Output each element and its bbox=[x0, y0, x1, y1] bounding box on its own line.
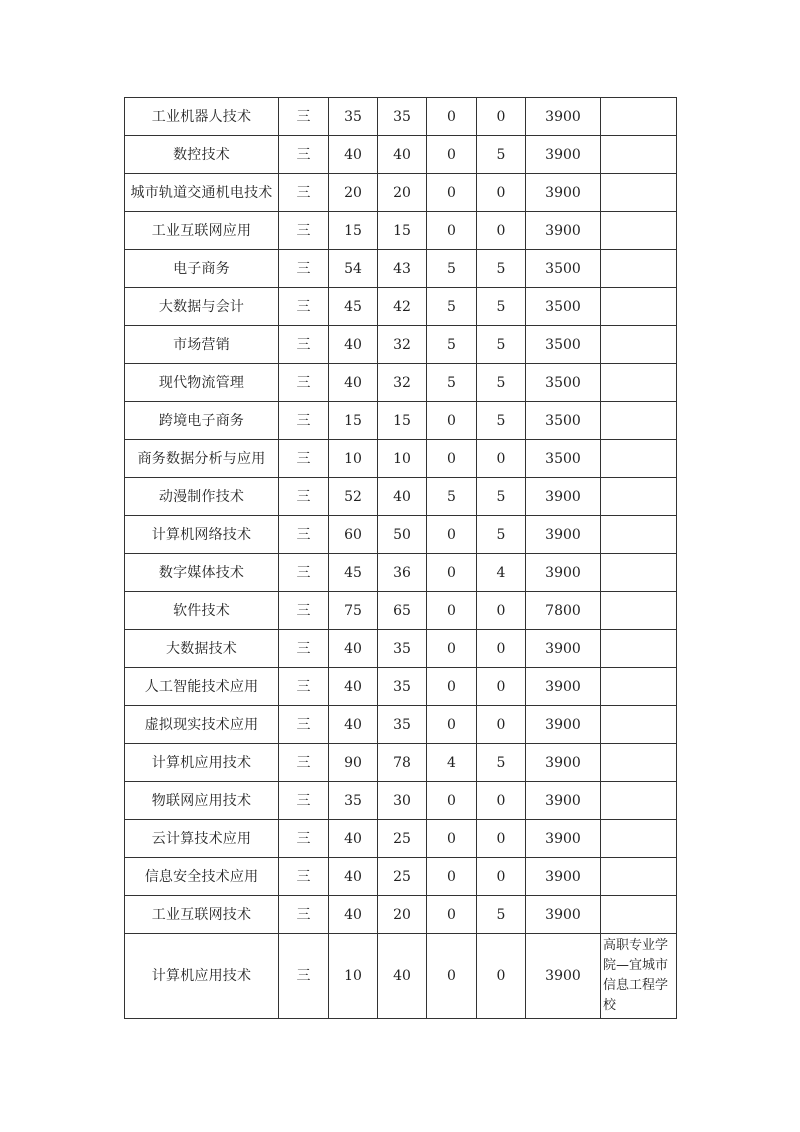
major-name-cell: 人工智能技术应用 bbox=[125, 668, 279, 706]
count-cell-2: 25 bbox=[378, 820, 427, 858]
count-cell-4: 0 bbox=[477, 98, 526, 136]
remark-cell bbox=[601, 364, 677, 402]
remark-cell bbox=[601, 630, 677, 668]
count-cell-2: 20 bbox=[378, 896, 427, 934]
duration-cell: 三 bbox=[279, 402, 329, 440]
count-cell-2: 65 bbox=[378, 592, 427, 630]
table-row bbox=[125, 782, 677, 820]
count-cell-3: 5 bbox=[427, 326, 477, 364]
count-cell-1: 40 bbox=[329, 136, 378, 174]
count-cell-4: 0 bbox=[477, 630, 526, 668]
count-cell-3: 0 bbox=[427, 516, 477, 554]
count-cell-3: 0 bbox=[427, 668, 477, 706]
count-cell-1: 15 bbox=[329, 212, 378, 250]
count-cell-1: 45 bbox=[329, 554, 378, 592]
remark-cell bbox=[601, 440, 677, 478]
count-cell-2: 20 bbox=[378, 174, 427, 212]
count-cell-3: 4 bbox=[427, 744, 477, 782]
count-cell-1: 10 bbox=[329, 934, 378, 1019]
count-cell-4: 5 bbox=[477, 288, 526, 326]
count-cell-3: 5 bbox=[427, 288, 477, 326]
count-cell-4: 0 bbox=[477, 858, 526, 896]
major-name-cell: 信息安全技术应用 bbox=[125, 858, 279, 896]
count-cell-1: 40 bbox=[329, 364, 378, 402]
count-cell-2: 15 bbox=[378, 402, 427, 440]
table-row bbox=[125, 136, 677, 174]
major-name-cell: 软件技术 bbox=[125, 592, 279, 630]
count-cell-4: 4 bbox=[477, 554, 526, 592]
count-cell-3: 0 bbox=[427, 592, 477, 630]
count-cell-3: 0 bbox=[427, 174, 477, 212]
count-cell-4: 0 bbox=[477, 668, 526, 706]
duration-cell: 三 bbox=[279, 174, 329, 212]
tuition-cell: 3900 bbox=[526, 136, 601, 174]
count-cell-2: 10 bbox=[378, 440, 427, 478]
table-row bbox=[125, 554, 677, 592]
duration-cell: 三 bbox=[279, 630, 329, 668]
count-cell-4: 5 bbox=[477, 402, 526, 440]
table-body bbox=[125, 98, 677, 1019]
remark-cell bbox=[601, 136, 677, 174]
count-cell-2: 42 bbox=[378, 288, 427, 326]
major-name-cell: 市场营销 bbox=[125, 326, 279, 364]
count-cell-3: 0 bbox=[427, 402, 477, 440]
count-cell-1: 45 bbox=[329, 288, 378, 326]
duration-cell: 三 bbox=[279, 288, 329, 326]
table-row bbox=[125, 364, 677, 402]
tuition-cell: 3900 bbox=[526, 934, 601, 1019]
count-cell-3: 0 bbox=[427, 212, 477, 250]
remark-cell bbox=[601, 516, 677, 554]
count-cell-3: 0 bbox=[427, 820, 477, 858]
count-cell-1: 40 bbox=[329, 820, 378, 858]
count-cell-2: 25 bbox=[378, 858, 427, 896]
table-row bbox=[125, 288, 677, 326]
duration-cell: 三 bbox=[279, 896, 329, 934]
tuition-cell: 3900 bbox=[526, 896, 601, 934]
major-name-cell: 商务数据分析与应用 bbox=[125, 440, 279, 478]
major-name-cell: 数字媒体技术 bbox=[125, 554, 279, 592]
duration-cell: 三 bbox=[279, 934, 329, 1019]
count-cell-1: 10 bbox=[329, 440, 378, 478]
table-row bbox=[125, 478, 677, 516]
major-name-cell: 计算机网络技术 bbox=[125, 516, 279, 554]
table-row bbox=[125, 402, 677, 440]
count-cell-2: 40 bbox=[378, 478, 427, 516]
count-cell-4: 0 bbox=[477, 440, 526, 478]
duration-cell: 三 bbox=[279, 440, 329, 478]
remark-cell bbox=[601, 174, 677, 212]
count-cell-2: 43 bbox=[378, 250, 427, 288]
count-cell-2: 40 bbox=[378, 136, 427, 174]
tuition-cell: 3900 bbox=[526, 858, 601, 896]
remark-cell bbox=[601, 668, 677, 706]
major-name-cell: 数控技术 bbox=[125, 136, 279, 174]
remark-cell bbox=[601, 820, 677, 858]
count-cell-1: 40 bbox=[329, 896, 378, 934]
count-cell-2: 40 bbox=[378, 934, 427, 1019]
duration-cell: 三 bbox=[279, 744, 329, 782]
count-cell-1: 40 bbox=[329, 706, 378, 744]
count-cell-4: 0 bbox=[477, 820, 526, 858]
major-name-cell: 虚拟现实技术应用 bbox=[125, 706, 279, 744]
table-row bbox=[125, 326, 677, 364]
tuition-cell: 3900 bbox=[526, 820, 601, 858]
count-cell-3: 0 bbox=[427, 630, 477, 668]
table-row bbox=[125, 858, 677, 896]
table-row bbox=[125, 516, 677, 554]
remark-cell bbox=[601, 554, 677, 592]
remark-cell bbox=[601, 250, 677, 288]
duration-cell: 三 bbox=[279, 136, 329, 174]
duration-cell: 三 bbox=[279, 782, 329, 820]
remark-cell bbox=[601, 288, 677, 326]
duration-cell: 三 bbox=[279, 668, 329, 706]
tuition-cell: 3500 bbox=[526, 288, 601, 326]
major-name-cell: 大数据与会计 bbox=[125, 288, 279, 326]
count-cell-1: 40 bbox=[329, 858, 378, 896]
count-cell-1: 75 bbox=[329, 592, 378, 630]
duration-cell: 三 bbox=[279, 820, 329, 858]
table-row bbox=[125, 630, 677, 668]
duration-cell: 三 bbox=[279, 250, 329, 288]
tuition-cell: 3500 bbox=[526, 440, 601, 478]
major-name-cell: 工业机器人技术 bbox=[125, 98, 279, 136]
major-name-cell: 城市轨道交通机电技术 bbox=[125, 174, 279, 212]
duration-cell: 三 bbox=[279, 858, 329, 896]
count-cell-1: 40 bbox=[329, 668, 378, 706]
count-cell-2: 32 bbox=[378, 364, 427, 402]
count-cell-4: 0 bbox=[477, 592, 526, 630]
count-cell-4: 0 bbox=[477, 174, 526, 212]
count-cell-3: 0 bbox=[427, 896, 477, 934]
remark-cell bbox=[601, 706, 677, 744]
count-cell-2: 35 bbox=[378, 98, 427, 136]
count-cell-3: 0 bbox=[427, 554, 477, 592]
remark-cell bbox=[601, 326, 677, 364]
count-cell-2: 32 bbox=[378, 326, 427, 364]
tuition-cell: 3500 bbox=[526, 250, 601, 288]
tuition-cell: 3500 bbox=[526, 364, 601, 402]
major-name-cell: 云计算技术应用 bbox=[125, 820, 279, 858]
table-row bbox=[125, 98, 677, 136]
count-cell-1: 90 bbox=[329, 744, 378, 782]
duration-cell: 三 bbox=[279, 478, 329, 516]
count-cell-1: 52 bbox=[329, 478, 378, 516]
tuition-cell: 3900 bbox=[526, 782, 601, 820]
duration-cell: 三 bbox=[279, 706, 329, 744]
count-cell-2: 50 bbox=[378, 516, 427, 554]
remark-cell bbox=[601, 858, 677, 896]
tuition-cell: 3900 bbox=[526, 706, 601, 744]
count-cell-2: 36 bbox=[378, 554, 427, 592]
count-cell-3: 5 bbox=[427, 250, 477, 288]
tuition-cell: 3900 bbox=[526, 630, 601, 668]
count-cell-2: 35 bbox=[378, 668, 427, 706]
count-cell-2: 30 bbox=[378, 782, 427, 820]
count-cell-3: 0 bbox=[427, 136, 477, 174]
remark-cell bbox=[601, 896, 677, 934]
count-cell-3: 5 bbox=[427, 364, 477, 402]
major-name-cell: 计算机应用技术 bbox=[125, 934, 279, 1019]
remark-cell bbox=[601, 402, 677, 440]
table-row bbox=[125, 592, 677, 630]
tuition-cell: 3900 bbox=[526, 478, 601, 516]
count-cell-4: 5 bbox=[477, 896, 526, 934]
table-row bbox=[125, 820, 677, 858]
table-row bbox=[125, 706, 677, 744]
remark-cell bbox=[601, 744, 677, 782]
count-cell-2: 78 bbox=[378, 744, 427, 782]
enrollment-plan-table bbox=[124, 97, 677, 1019]
count-cell-1: 54 bbox=[329, 250, 378, 288]
count-cell-1: 40 bbox=[329, 326, 378, 364]
tuition-cell: 7800 bbox=[526, 592, 601, 630]
count-cell-3: 0 bbox=[427, 782, 477, 820]
count-cell-3: 0 bbox=[427, 934, 477, 1019]
table-row bbox=[125, 212, 677, 250]
count-cell-1: 15 bbox=[329, 402, 378, 440]
count-cell-2: 15 bbox=[378, 212, 427, 250]
count-cell-4: 0 bbox=[477, 934, 526, 1019]
major-name-cell: 大数据技术 bbox=[125, 630, 279, 668]
count-cell-3: 0 bbox=[427, 440, 477, 478]
remark-cell bbox=[601, 478, 677, 516]
count-cell-1: 35 bbox=[329, 782, 378, 820]
tuition-cell: 3500 bbox=[526, 402, 601, 440]
duration-cell: 三 bbox=[279, 326, 329, 364]
count-cell-3: 0 bbox=[427, 98, 477, 136]
tuition-cell: 3900 bbox=[526, 554, 601, 592]
duration-cell: 三 bbox=[279, 364, 329, 402]
count-cell-1: 40 bbox=[329, 630, 378, 668]
count-cell-4: 0 bbox=[477, 706, 526, 744]
count-cell-2: 35 bbox=[378, 706, 427, 744]
tuition-cell: 3900 bbox=[526, 98, 601, 136]
major-name-cell: 物联网应用技术 bbox=[125, 782, 279, 820]
tuition-cell: 3900 bbox=[526, 174, 601, 212]
count-cell-4: 5 bbox=[477, 744, 526, 782]
remark-cell bbox=[601, 212, 677, 250]
tuition-cell: 3900 bbox=[526, 668, 601, 706]
major-name-cell: 现代物流管理 bbox=[125, 364, 279, 402]
count-cell-4: 5 bbox=[477, 478, 526, 516]
count-cell-3: 0 bbox=[427, 858, 477, 896]
duration-cell: 三 bbox=[279, 516, 329, 554]
major-name-cell: 计算机应用技术 bbox=[125, 744, 279, 782]
tuition-cell: 3900 bbox=[526, 212, 601, 250]
count-cell-1: 20 bbox=[329, 174, 378, 212]
duration-cell: 三 bbox=[279, 212, 329, 250]
duration-cell: 三 bbox=[279, 98, 329, 136]
count-cell-4: 5 bbox=[477, 136, 526, 174]
count-cell-3: 5 bbox=[427, 478, 477, 516]
table-row bbox=[125, 668, 677, 706]
major-name-cell: 工业互联网技术 bbox=[125, 896, 279, 934]
duration-cell: 三 bbox=[279, 554, 329, 592]
count-cell-4: 5 bbox=[477, 516, 526, 554]
major-name-cell: 电子商务 bbox=[125, 250, 279, 288]
remark-cell bbox=[601, 782, 677, 820]
table-row bbox=[125, 440, 677, 478]
table-row bbox=[125, 744, 677, 782]
remark-cell bbox=[601, 98, 677, 136]
tuition-cell: 3900 bbox=[526, 516, 601, 554]
count-cell-3: 0 bbox=[427, 706, 477, 744]
tuition-cell: 3500 bbox=[526, 326, 601, 364]
major-name-cell: 跨境电子商务 bbox=[125, 402, 279, 440]
tuition-cell: 3900 bbox=[526, 744, 601, 782]
count-cell-4: 5 bbox=[477, 250, 526, 288]
table-row bbox=[125, 174, 677, 212]
table-row bbox=[125, 896, 677, 934]
count-cell-4: 0 bbox=[477, 782, 526, 820]
major-name-cell: 工业互联网应用 bbox=[125, 212, 279, 250]
remark-cell bbox=[601, 592, 677, 630]
remark-cell: 高职专业学院—宜城市信息工程学校 bbox=[601, 934, 677, 1019]
count-cell-2: 35 bbox=[378, 630, 427, 668]
count-cell-1: 35 bbox=[329, 98, 378, 136]
major-name-cell: 动漫制作技术 bbox=[125, 478, 279, 516]
table-row bbox=[125, 250, 677, 288]
duration-cell: 三 bbox=[279, 592, 329, 630]
table-row bbox=[125, 934, 677, 1019]
count-cell-1: 60 bbox=[329, 516, 378, 554]
count-cell-4: 5 bbox=[477, 364, 526, 402]
count-cell-4: 0 bbox=[477, 212, 526, 250]
count-cell-4: 5 bbox=[477, 326, 526, 364]
